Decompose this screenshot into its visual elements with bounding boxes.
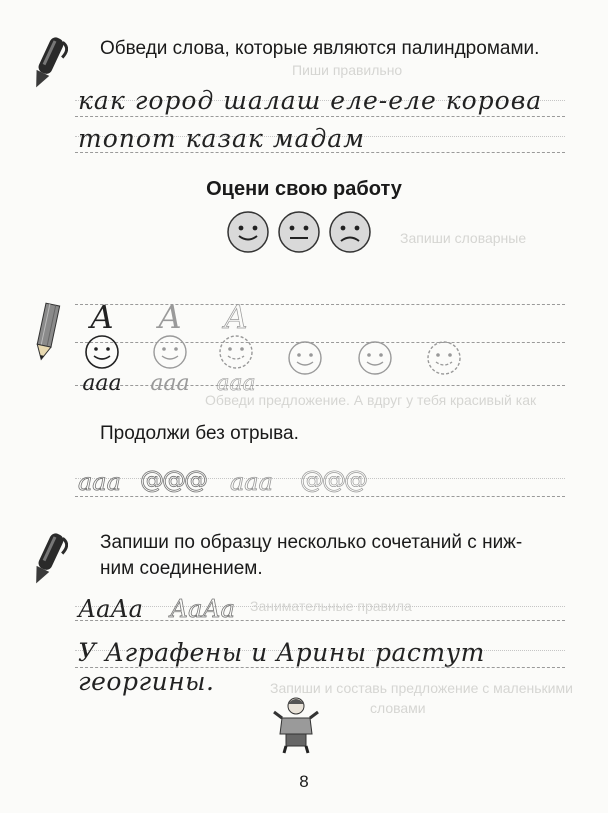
letter-a-capital: А [89,298,115,336]
bleed-text: Обведи предложение. А вдруг у тебя красивый как [205,392,537,408]
copy-sentence: У Аграфены и Арины растут георгины. [78,638,485,696]
letter-a-capital: А [157,298,183,336]
evaluate-title: Оцени свою работу [206,178,402,200]
bleed-text: Пиши правильно [292,62,403,78]
face-icon [414,340,474,380]
copy-instruction-line2: ним соединением. [100,558,263,579]
guide-line [75,496,565,497]
bleed-text: словами [370,700,426,716]
practice-circled: @@@ [140,466,206,494]
practice-aaa: ааа [78,468,121,496]
letter-figure-3 [206,300,266,394]
palindrome-instruction: Обведи слова, которые являются палиндромами. [100,38,540,59]
child-figure-icon [272,696,320,758]
letter-figure-1 [72,300,132,394]
letter-a-small: ааа [150,371,190,396]
letter-a-capital: А [223,298,249,336]
letter-a-small: ааа [82,371,122,396]
face-icon [206,334,266,370]
guide-line [75,620,565,621]
pen-icon [28,32,68,96]
face-icon [140,334,200,370]
face-icon [72,334,132,370]
bleed-text: Запиши и составь предложение с маленькими [270,680,573,696]
practice-circled-dashed: @@@ [300,466,366,494]
bleed-text: Запиши словарные [400,230,527,246]
pencil-icon [30,302,64,366]
face-icon [345,340,405,380]
bleed-text: Занимательные правила [250,598,412,614]
page-number: 8 [299,772,309,791]
copy-instruction-line1: Запиши по образцу несколько сочетаний с ниж- [100,532,523,553]
guide-line [75,116,565,117]
smiley-happy-icon [226,210,270,258]
palindrome-words-line2: топот казак мадам [78,124,365,153]
smiley-sad-icon [328,210,372,258]
letter-figure-2 [140,300,200,394]
face-icon [275,340,335,380]
practice-aaa-dashed: ааа [230,468,273,496]
guide-line [75,606,565,607]
smiley-neutral-icon [277,210,321,258]
palindrome-words-line1: как город шалаш еле-еле корова [78,86,543,115]
pen-icon [28,528,68,592]
sample-combination: АаАа [78,595,143,623]
letter-a-small: ааа [216,371,256,396]
continue-instruction: Продолжи без отрыва. [100,423,299,444]
sample-combination-trace: АаАа [170,595,235,623]
